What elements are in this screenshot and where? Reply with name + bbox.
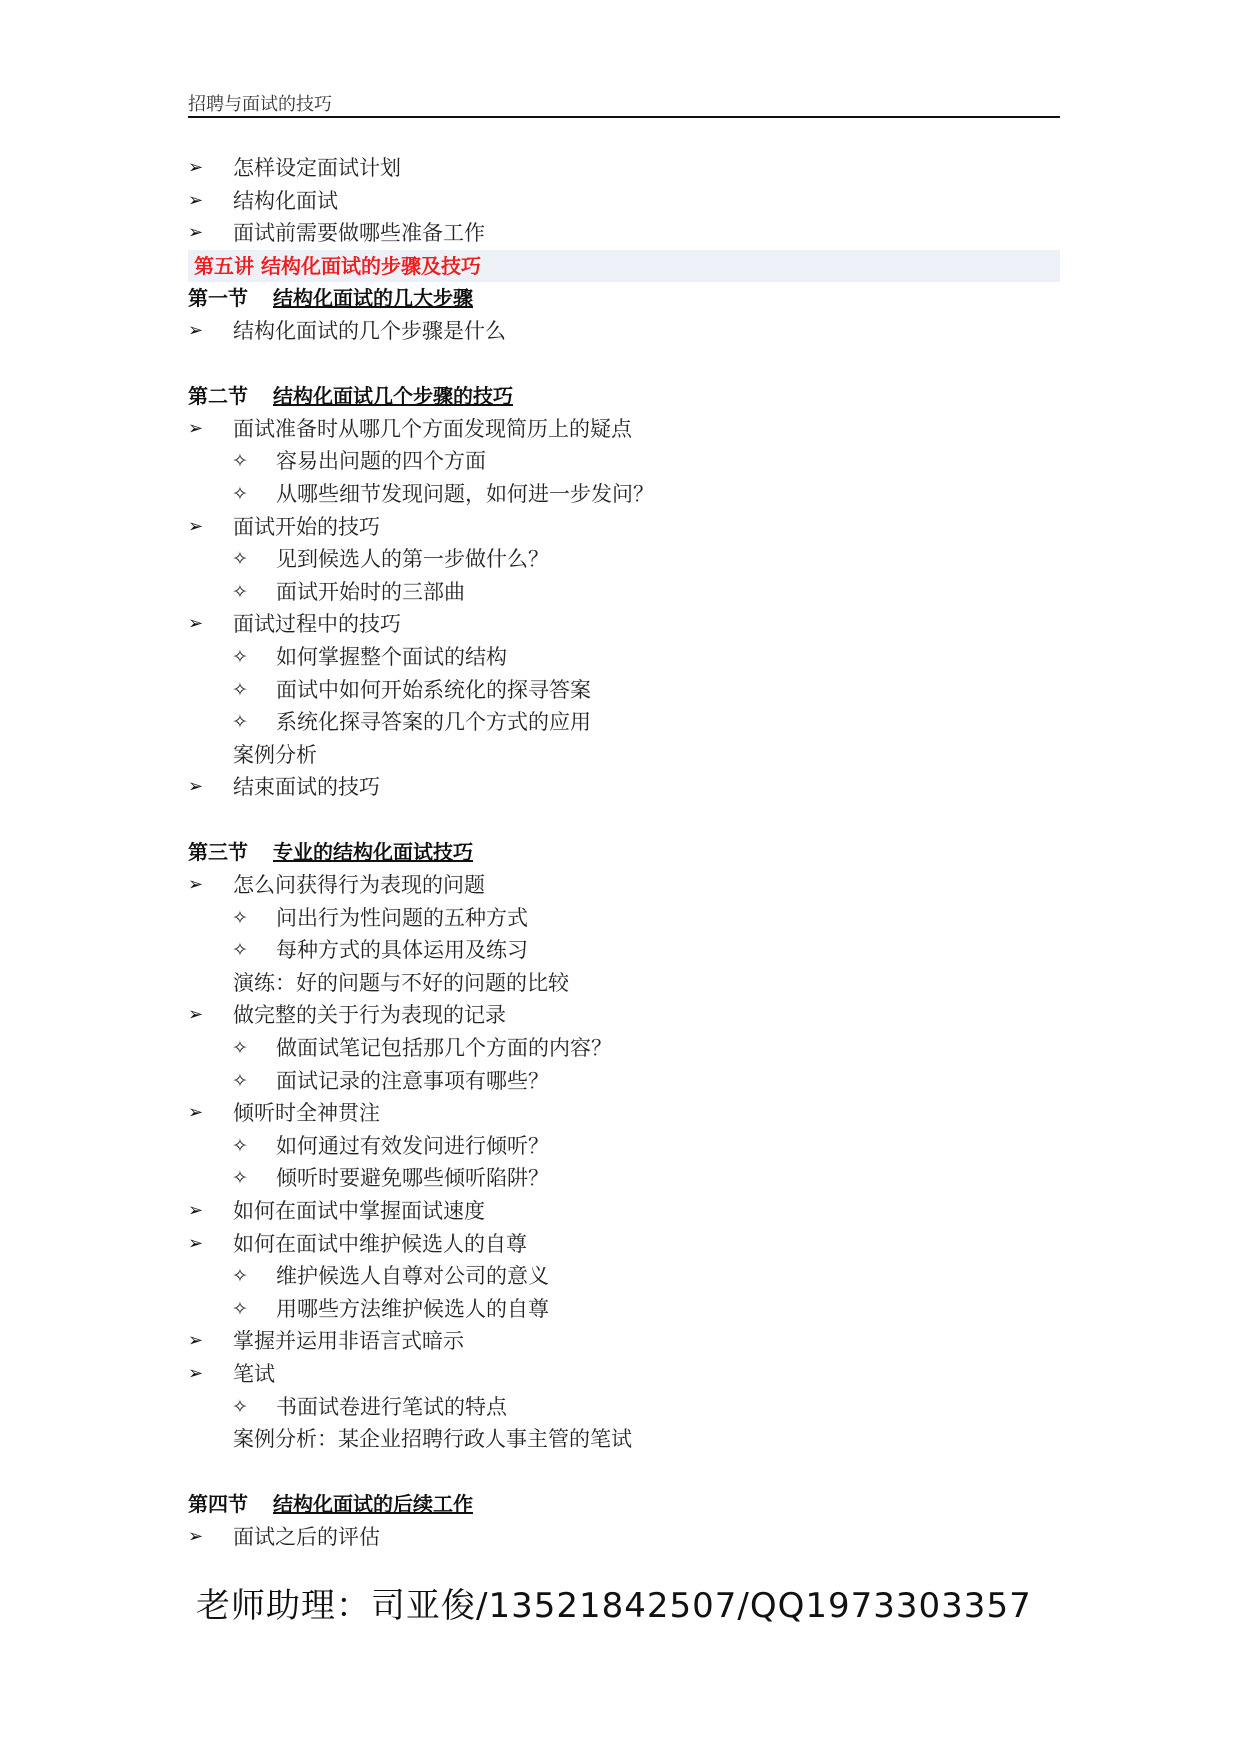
diamond-bullet-icon: ✧ bbox=[232, 711, 248, 734]
outline-subitem-text: 问出行为性问题的五种方式 bbox=[276, 905, 528, 930]
outline-content bbox=[188, 152, 1060, 1554]
diamond-bullet-icon: ✧ bbox=[232, 1134, 248, 1157]
outline-item bbox=[188, 185, 1060, 218]
outline-subitem bbox=[188, 1391, 1060, 1424]
diamond-bullet-icon: ✧ bbox=[232, 1297, 248, 1320]
blank-line bbox=[188, 348, 1060, 381]
outline-note bbox=[188, 739, 1060, 772]
lecture-heading bbox=[188, 250, 1060, 283]
section-heading bbox=[188, 282, 1060, 315]
diamond-bullet-icon: ✧ bbox=[232, 1069, 248, 1092]
outline-item-text: 面试开始的技巧 bbox=[233, 514, 380, 539]
outline-subitem-text: 见到候选人的第一步做什么？ bbox=[276, 547, 549, 572]
outline-item bbox=[188, 413, 1060, 446]
diamond-bullet-icon: ✧ bbox=[232, 906, 248, 929]
outline-note-text: 案例分析 bbox=[233, 742, 317, 767]
outline-item-text: 结构化面试 bbox=[233, 188, 338, 213]
section-title: 专业的结构化面试技巧 bbox=[273, 840, 473, 865]
outline-item bbox=[188, 315, 1060, 348]
outline-item-text: 结束面试的技巧 bbox=[233, 775, 380, 800]
outline-subitem-text: 维护候选人自尊对公司的意义 bbox=[276, 1264, 549, 1289]
diamond-bullet-icon: ✧ bbox=[232, 450, 248, 473]
section-heading bbox=[188, 836, 1060, 869]
outline-subitem bbox=[188, 674, 1060, 707]
page-header bbox=[188, 86, 1060, 118]
outline-item-text: 怎么问获得行为表现的问题 bbox=[233, 873, 485, 898]
outline-subitem bbox=[188, 902, 1060, 935]
outline-item-text: 掌握并运用非语言式暗示 bbox=[233, 1329, 464, 1354]
outline-item bbox=[188, 1228, 1060, 1261]
diamond-bullet-icon: ✧ bbox=[232, 678, 248, 701]
diamond-bullet-icon: ✧ bbox=[232, 645, 248, 668]
outline-item-text: 结构化面试的几个步骤是什么 bbox=[233, 318, 506, 343]
arrow-bullet-icon: ➢ bbox=[188, 1102, 204, 1124]
section-number: 第四节 bbox=[188, 1492, 248, 1517]
outline-note-text: 案例分析：某企业招聘行政人事主管的笔试 bbox=[233, 1427, 632, 1452]
diamond-bullet-icon: ✧ bbox=[232, 1167, 248, 1190]
blank-line bbox=[188, 1456, 1060, 1489]
outline-item bbox=[188, 217, 1060, 250]
outline-subitem bbox=[188, 1065, 1060, 1098]
outline-item bbox=[188, 608, 1060, 641]
diamond-bullet-icon: ✧ bbox=[232, 580, 248, 603]
diamond-bullet-icon: ✧ bbox=[232, 482, 248, 505]
arrow-bullet-icon: ➢ bbox=[188, 157, 204, 178]
outline-subitem-text: 每种方式的具体运用及练习 bbox=[276, 938, 528, 963]
outline-subitem bbox=[188, 543, 1060, 576]
outline-subitem-text: 用哪些方法维护候选人的自尊 bbox=[276, 1296, 549, 1321]
arrow-bullet-icon: ➢ bbox=[188, 1362, 204, 1384]
section-title: 结构化面试几个步骤的技巧 bbox=[273, 384, 513, 409]
diamond-bullet-icon: ✧ bbox=[232, 1395, 248, 1418]
document-title: 招聘与面试的技巧 bbox=[188, 94, 332, 115]
outline-item-text: 如何在面试中维护候选人的自尊 bbox=[233, 1231, 527, 1256]
outline-note bbox=[188, 967, 1060, 1000]
arrow-bullet-icon: ➢ bbox=[188, 1004, 204, 1026]
arrow-bullet-icon: ➢ bbox=[188, 1525, 204, 1547]
outline-item bbox=[188, 771, 1060, 804]
outline-item-text: 面试之后的评估 bbox=[233, 1524, 380, 1549]
assistant-contact: 老师助理：司亚俊/13521842507/QQ1973303357 bbox=[196, 1586, 1032, 1626]
outline-subitem-text: 面试开始时的三部曲 bbox=[276, 579, 465, 604]
outline-item-text: 面试前需要做哪些准备工作 bbox=[233, 221, 485, 246]
lecture-heading-text: 第五讲 结构化面试的步骤及技巧 bbox=[194, 253, 481, 278]
arrow-bullet-icon: ➢ bbox=[188, 515, 204, 537]
outline-subitem bbox=[188, 576, 1060, 609]
outline-item bbox=[188, 1325, 1060, 1358]
outline-subitem bbox=[188, 641, 1060, 674]
outline-subitem-text: 书面试卷进行笔试的特点 bbox=[276, 1394, 507, 1419]
outline-subitem-text: 做面试笔记包括那几个方面的内容？ bbox=[276, 1036, 612, 1061]
outline-item-text: 面试过程中的技巧 bbox=[233, 612, 401, 637]
outline-subitem-text: 面试中如何开始系统化的探寻答案 bbox=[276, 677, 591, 702]
outline-item bbox=[188, 152, 1060, 185]
outline-item-text: 笔试 bbox=[233, 1361, 275, 1386]
arrow-bullet-icon: ➢ bbox=[188, 776, 204, 798]
arrow-bullet-icon: ➢ bbox=[188, 1232, 204, 1254]
outline-item bbox=[188, 1097, 1060, 1130]
outline-item-text: 倾听时全神贯注 bbox=[233, 1101, 380, 1126]
outline-item bbox=[188, 1358, 1060, 1391]
section-heading bbox=[188, 1488, 1060, 1521]
outline-note bbox=[188, 1423, 1060, 1456]
section-number: 第三节 bbox=[188, 840, 248, 865]
arrow-bullet-icon: ➢ bbox=[188, 613, 204, 635]
outline-subitem bbox=[188, 478, 1060, 511]
arrow-bullet-icon: ➢ bbox=[188, 417, 204, 439]
blank-line bbox=[188, 804, 1060, 837]
outline-item-text: 如何在面试中掌握面试速度 bbox=[233, 1199, 485, 1223]
outline-subitem bbox=[188, 1293, 1060, 1326]
diamond-bullet-icon: ✧ bbox=[232, 939, 248, 962]
arrow-bullet-icon: ➢ bbox=[188, 874, 204, 896]
outline-subitem bbox=[188, 1162, 1060, 1195]
diamond-bullet-icon: ✧ bbox=[232, 1037, 248, 1060]
section-title: 结构化面试的后续工作 bbox=[273, 1492, 473, 1517]
outline-subitem bbox=[188, 1032, 1060, 1065]
outline-subitem bbox=[188, 1260, 1060, 1293]
outline-subitem bbox=[188, 445, 1060, 478]
outline-subitem-text: 倾听时要避免哪些倾听陷阱？ bbox=[276, 1166, 549, 1191]
outline-item-text: 怎样设定面试计划 bbox=[233, 156, 401, 180]
arrow-bullet-icon: ➢ bbox=[188, 1200, 204, 1221]
outline-item-text: 做完整的关于行为表现的记录 bbox=[233, 1003, 506, 1028]
outline-subitem-text: 容易出问题的四个方面 bbox=[276, 449, 486, 474]
outline-item bbox=[188, 1195, 1060, 1228]
section-title: 结构化面试的几大步骤 bbox=[273, 286, 473, 311]
outline-item-text: 面试准备时从哪几个方面发现简历上的疑点 bbox=[233, 416, 632, 441]
outline-subitem bbox=[188, 934, 1060, 967]
diamond-bullet-icon: ✧ bbox=[232, 1265, 248, 1288]
diamond-bullet-icon: ✧ bbox=[232, 548, 248, 571]
outline-subitem-text: 从哪些细节发现问题，如何进一步发问？ bbox=[276, 481, 654, 506]
section-number: 第二节 bbox=[188, 384, 248, 409]
arrow-bullet-icon: ➢ bbox=[188, 222, 204, 244]
arrow-bullet-icon: ➢ bbox=[188, 319, 204, 341]
outline-item bbox=[188, 511, 1060, 544]
outline-subitem-text: 如何通过有效发问进行倾听？ bbox=[276, 1133, 549, 1158]
outline-subitem-text: 如何掌握整个面试的结构 bbox=[276, 644, 507, 669]
outline-subitem bbox=[188, 1130, 1060, 1163]
outline-note-text: 演练：好的问题与不好的问题的比较 bbox=[233, 970, 569, 995]
section-number: 第一节 bbox=[188, 286, 248, 311]
arrow-bullet-icon: ➢ bbox=[188, 1330, 204, 1352]
outline-item bbox=[188, 999, 1060, 1032]
outline-subitem bbox=[188, 706, 1060, 739]
outline-item bbox=[188, 869, 1060, 902]
section-heading bbox=[188, 380, 1060, 413]
outline-item bbox=[188, 1521, 1060, 1554]
outline-subitem-text: 面试记录的注意事项有哪些？ bbox=[276, 1068, 549, 1093]
arrow-bullet-icon: ➢ bbox=[188, 189, 204, 211]
outline-subitem-text: 系统化探寻答案的几个方式的应用 bbox=[276, 710, 591, 735]
